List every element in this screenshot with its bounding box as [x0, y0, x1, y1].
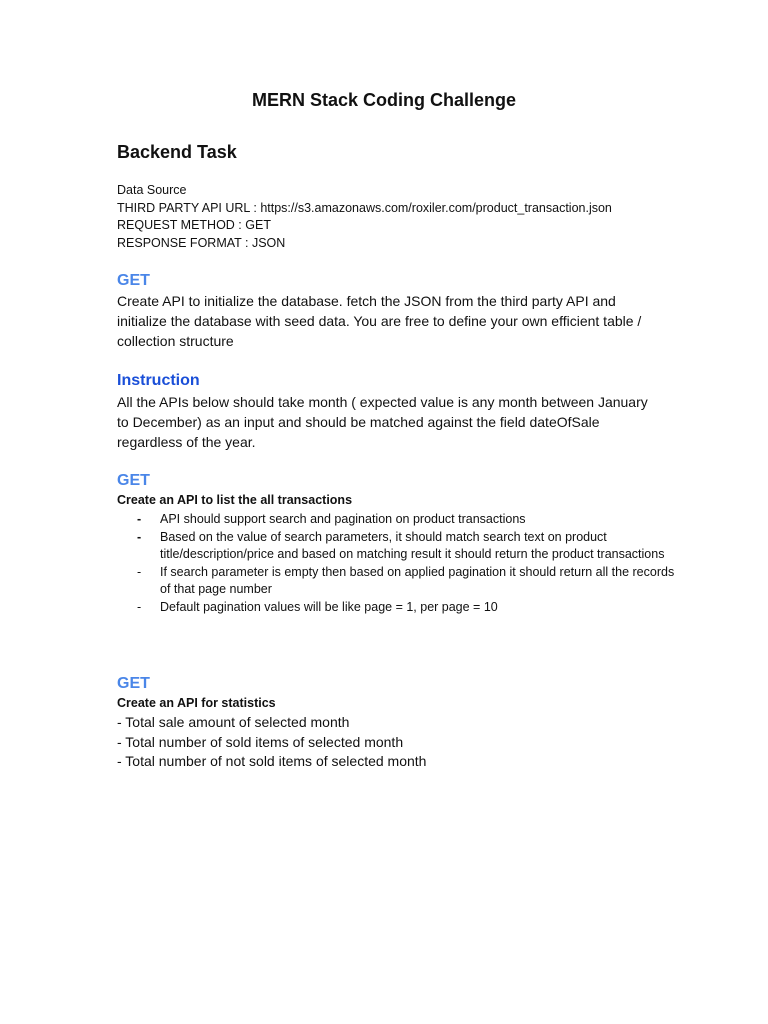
get-init-text: Create API to initialize the database. fetch the JSON from the third party API and initialize the database with seed data. You are free to define your own efficient table / collection structure — [117, 293, 642, 349]
list-item — [117, 529, 677, 564]
list-item: - Total number of not sold items of selected month — [117, 753, 427, 769]
list-item: - Total sale amount of selected month — [117, 714, 350, 730]
document-title: MERN Stack Coding Challenge — [251, 90, 517, 110]
transactions-bullet-list — [117, 511, 677, 616]
bullet-text: Default pagination values will be like page = 1, per page = 10 — [160, 599, 498, 614]
statistics-list — [117, 713, 426, 772]
get-stats-subheading: Create an API for statistics — [117, 696, 276, 710]
get-init-heading: GET — [117, 272, 150, 289]
request-method-line: REQUEST METHOD : GET — [117, 218, 271, 232]
bullet-dash: - — [137, 512, 142, 526]
list-item: - Total number of sold items of selected month — [117, 733, 404, 750]
bullet-dash: - — [137, 599, 142, 614]
bullet-text: If search parameter is empty then based on applied pagination it should return all the records of that page number — [160, 564, 675, 596]
list-item — [117, 599, 677, 617]
get-list-subheading: Create an API to list the all transactions — [117, 493, 353, 507]
api-url-line: THIRD PARTY API URL : https://s3.amazonaws.com/roxiler.com/product_transaction.json — [117, 200, 612, 215]
list-item — [117, 511, 677, 529]
bullet-dash: - — [137, 564, 142, 579]
bullet-dash: - — [137, 529, 142, 544]
get-list-heading: GET — [117, 472, 150, 489]
get-stats-heading: GET — [117, 675, 150, 692]
data-source-label: Data Source — [117, 183, 187, 197]
instruction-heading: Instruction — [117, 372, 200, 389]
section-title: Backend Task — [117, 142, 237, 162]
response-format-line: RESPONSE FORMAT : JSON — [117, 235, 286, 250]
instruction-text: All the APIs below should take month ( expected value is any month between January to December) as an input and should be matched against the field dateOfSale regardless of the year. — [117, 394, 648, 450]
bullet-text: Based on the value of search parameters, it should match search text on product title/description/price and based on matching result it should return the product transactions — [160, 529, 665, 561]
data-source-block — [117, 182, 612, 252]
list-item — [117, 564, 677, 599]
bullet-text: API should support search and pagination on product transactions — [160, 512, 526, 526]
